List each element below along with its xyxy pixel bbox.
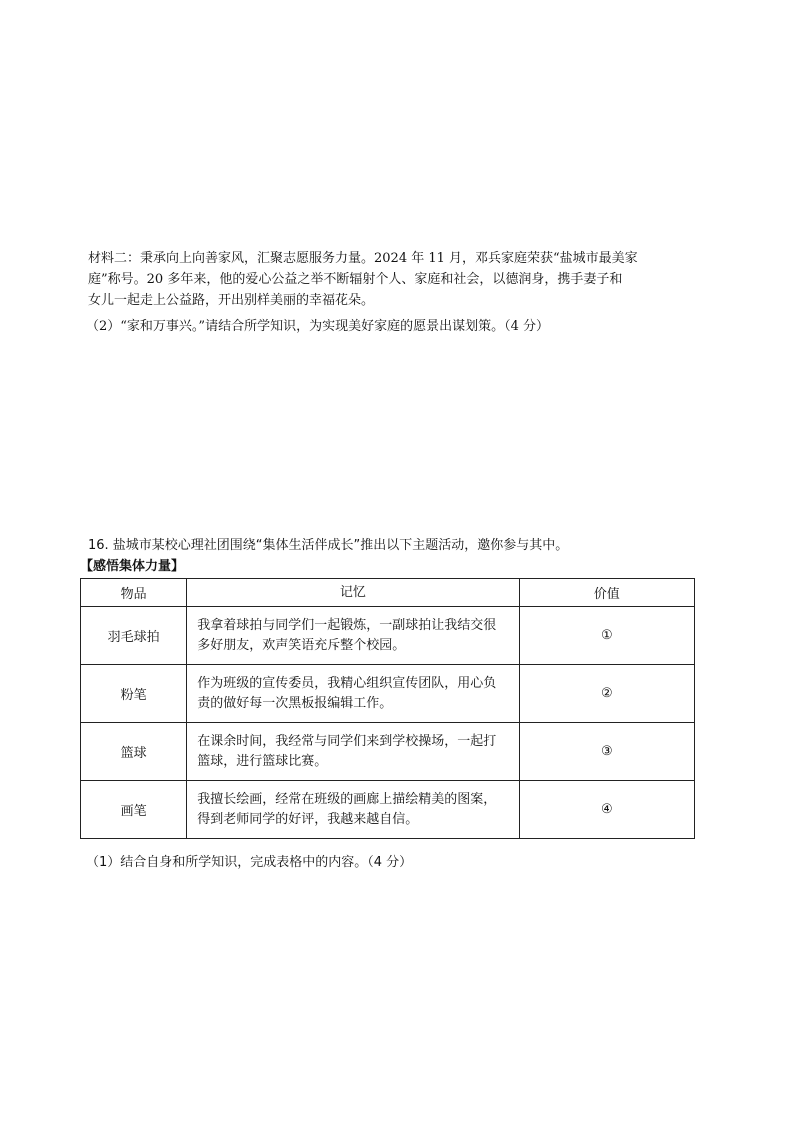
table-row <box>81 781 695 839</box>
material-two-line-2: 庭”称号。20 多年来，他的爱心公益之举不断辐射个人、家庭和社会，以德润身，携手妻子和 <box>88 272 623 287</box>
section-title-collective-power: 【感悟集体力量】 <box>80 559 185 574</box>
row-value-blank: ① <box>519 607 694 665</box>
table-header-row <box>81 579 695 607</box>
question-2-prompt: （2）“家和万事兴。”请结合所学知识，为实现美好家庭的愿景出谋划策。（4 分） <box>86 319 549 334</box>
material-two-line-3: 女儿一起走上公益路，开出别样美丽的幸福花朵。 <box>88 293 375 308</box>
header-item: 物品 <box>81 579 187 607</box>
row-item: 羽毛球拍 <box>81 607 187 665</box>
row-memory: 作为班级的宣传委员，我精心组织宣传团队，用心负责的做好每一次黑板报编辑工作。 <box>187 665 519 723</box>
row-item: 篮球 <box>81 723 187 781</box>
row-item: 画笔 <box>81 781 187 839</box>
question-1-prompt: （1）结合自身和所学知识，完成表格中的内容。（4 分） <box>86 855 413 870</box>
row-value-blank: ③ <box>519 723 694 781</box>
table-row <box>81 607 695 665</box>
header-memory: 记忆 <box>187 579 519 607</box>
material-two-paragraph <box>88 248 718 311</box>
row-item: 粉笔 <box>81 665 187 723</box>
row-memory: 我擅长绘画，经常在班级的画廊上描绘精美的图案，得到老师同学的好评，我越来越自信。 <box>187 781 519 839</box>
header-value: 价值 <box>519 579 694 607</box>
material-two-line-1: 材料二：秉承向上向善家风，汇聚志愿服务力量。2024 年 11 月，邓兵家庭荣获“盐城市最美家 <box>88 251 638 266</box>
row-memory: 在课余时间，我经常与同学们来到学校操场，一起打篮球，进行篮球比赛。 <box>187 723 519 781</box>
row-value-blank: ② <box>519 665 694 723</box>
memory-value-table <box>80 578 695 839</box>
row-value-blank: ④ <box>519 781 694 839</box>
question-16-intro: 16. 盐城市某校心理社团围绕“集体生活伴成长”推出以下主题活动，邀你参与其中。 <box>88 538 569 553</box>
table-row <box>81 723 695 781</box>
table-row <box>81 665 695 723</box>
row-memory: 我拿着球拍与同学们一起锻炼，一副球拍让我结交很多好朋友，欢声笑语充斥整个校园。 <box>187 607 519 665</box>
